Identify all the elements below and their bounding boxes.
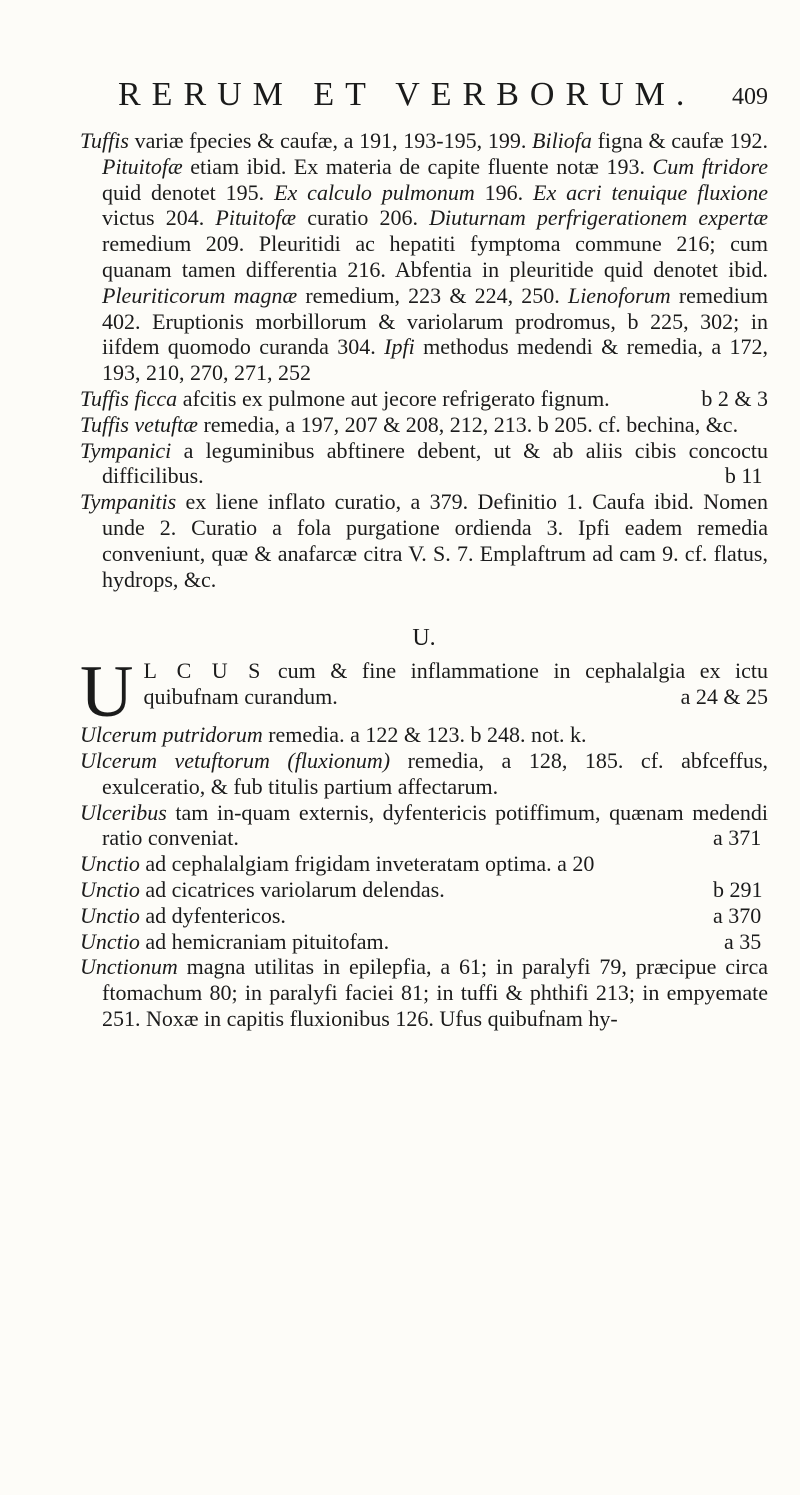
- section-t: [80, 128, 768, 592]
- entry-head: Unctio: [80, 876, 140, 902]
- index-entry: [80, 876, 763, 902]
- entry-head: Biliofa: [532, 128, 592, 153]
- index-paragraph: [80, 929, 768, 955]
- index-entry: [80, 722, 587, 747]
- index-paragraph: [80, 903, 768, 929]
- index-paragraph: [80, 851, 768, 877]
- entry-text: variæ fpecies & caufæ, a 191, 193-195, 199.: [134, 128, 527, 153]
- entry-head: Pituitofæ: [102, 153, 183, 179]
- index-paragraph: [80, 877, 768, 903]
- entry-text: ad cicatrices variolarum delendas.: [145, 876, 445, 902]
- entry-head: Ulcerum vetuftorum (fluxionum): [80, 747, 391, 773]
- index-paragraph: [80, 800, 768, 852]
- index-entry: [102, 154, 653, 179]
- entry-text: cum & fine inflammatione in cephalalgia ex ictu quibufnam curandum.: [143, 658, 769, 709]
- index-paragraph: [80, 658, 768, 710]
- index-entry: [80, 412, 738, 437]
- entry-head: Ulceribus: [80, 799, 167, 825]
- entry-text: ad hemicraniam pituitofam.: [145, 928, 390, 954]
- entry-head: L C U S: [143, 658, 264, 684]
- index-entry: [80, 128, 532, 153]
- index-paragraph: [80, 954, 768, 1031]
- page-number: 409: [732, 84, 768, 110]
- entry-text: 196.: [484, 179, 524, 205]
- index-entry: [80, 748, 768, 799]
- entry-head: Unctio: [80, 851, 140, 877]
- entry-text: tam in-quam externis, dyfentericis potiffimum, quænam medendi ratio conveniat.: [102, 799, 768, 851]
- index-entry: [80, 902, 762, 928]
- entry-head: Tuffis: [80, 128, 129, 153]
- entry-text: methodus medendi & remedia, a 172, 193, 210, 270, 271, 252: [102, 334, 768, 386]
- entry-head: Tuffis ficca: [80, 385, 178, 411]
- index-entry: [80, 385, 768, 411]
- entry-head: Tympanici: [80, 437, 172, 463]
- entry-head: Unctionum: [80, 954, 178, 980]
- entry-text: remedia, a 128, 185. cf. abfceffus, exulceratio, & fub titulis partium affectarum.: [102, 747, 769, 799]
- index-paragraph: [80, 489, 768, 592]
- entry-reference: a 35: [724, 928, 762, 954]
- entry-head: Diuturnam perfrigerationem expertæ: [429, 205, 769, 231]
- entry-text: quid denotet 195.: [102, 179, 265, 205]
- index-entry: [80, 800, 768, 851]
- index-paragraph: [80, 128, 768, 386]
- entry-head: Tuffis vetuftæ: [80, 411, 198, 437]
- entry-head: Unctio: [80, 928, 140, 954]
- entry-text: ex liene inflato curatio, a 379. Definitio 1. Caufa ibid. Nomen unde 2. Curatio a fola purgatione ordienda 3. Ipfi eadem remedia conveniunt, quæ & anafarcæ citra V. S. 7. Emplaftrum ad cam 9. cf. flatus, hydrops, &c.: [102, 489, 768, 592]
- section-u: [80, 651, 769, 1032]
- index-entry: [80, 489, 768, 591]
- index-entry: [274, 180, 533, 205]
- entry-head: Lienoforum: [567, 282, 671, 308]
- entry-text: magna utilitas in epilepfia, a 61; in paralyfi 79, præcipue circa ftomachum 80; in paralyfi faciei 81; in tuffi & phthifi 213; in empyemate 251. Noxæ in capitis fluxionibus 126. Ufus quibufnam hy-: [102, 954, 769, 1031]
- entry-text: afcitis ex pulmone aut jecore refrigerato fignum.: [182, 385, 610, 411]
- entry-text: etiam ibid. Ex materia de capite fluente notæ 193.: [190, 153, 645, 179]
- index-entry: [80, 851, 594, 876]
- entry-text: remedium 402. Eruptionis morbillorum & variolarum prodromus, b 225, 302; in iifdem quomodo curanda 304.: [102, 282, 769, 360]
- index-paragraph: [80, 386, 768, 412]
- section-letter-u: U.: [412, 625, 436, 652]
- entry-text: victus 204.: [102, 205, 205, 231]
- index-paragraph: [80, 722, 768, 748]
- entry-head: Ex acri tenuique fluxione: [533, 179, 769, 205]
- entry-text: remedium, 223 & 224, 250.: [305, 282, 560, 308]
- entry-text: ad cephalalgiam frigidam inveteratam optima. a 20: [145, 851, 595, 877]
- index-entry: [80, 928, 762, 954]
- entry-head: Ipfi: [384, 334, 415, 360]
- index-entry: [215, 205, 429, 230]
- entry-text: curatio 206.: [307, 205, 418, 231]
- index-paragraph: [80, 438, 768, 490]
- entry-reference: a 24 & 25: [680, 683, 768, 709]
- entry-text: remedia, a 197, 207 & 208, 212, 213. b 205. cf. bechina, &c.: [203, 411, 739, 437]
- entry-head: Tympanitis: [80, 489, 177, 515]
- entry-text: figna & caufæ 192.: [597, 128, 768, 153]
- entry-head: Unctio: [80, 902, 140, 928]
- index-entry: [80, 954, 768, 1031]
- entry-head: Ex calculo pulmonum: [274, 179, 475, 205]
- index-paragraph: [80, 748, 768, 800]
- entry-reference: a 370: [713, 902, 762, 928]
- index-entry: [102, 283, 568, 308]
- drop-cap: U: [80, 651, 134, 734]
- entry-text: remedia. a 122 & 123. b 248. not. k.: [268, 722, 587, 748]
- running-title: RERUM ET VERBORUM.: [118, 76, 696, 113]
- index-entry: [80, 438, 768, 489]
- entry-reference: b 291: [713, 876, 763, 902]
- entry-reference: b 11: [724, 463, 763, 489]
- index-column: [80, 128, 768, 1032]
- entry-text: ad dyfentericos.: [145, 902, 286, 928]
- entry-reference: a 371: [713, 825, 762, 851]
- entry-head: Cum ftridore: [652, 153, 769, 179]
- entry-text: a leguminibus abftinere debent, ut & ab aliis cibis concoctu difficilibus.: [102, 437, 768, 489]
- index-entry: [532, 128, 768, 153]
- entry-reference: b 2 & 3: [701, 385, 768, 411]
- index-paragraph: [80, 412, 768, 438]
- entry-head: Pituitofæ: [215, 205, 297, 231]
- entry-head: Pleuriticorum magnæ: [102, 282, 298, 308]
- entry-text: remedium 209. Pleuritidi ac hepatiti fymptoma commune 216; cum quanam tamen differentia 216. Abfentia in pleuritide quid denotet ibid.: [102, 231, 768, 282]
- index-entry: [143, 658, 768, 709]
- running-header: [118, 76, 768, 116]
- entry-head: Ulcerum putridorum: [80, 722, 263, 748]
